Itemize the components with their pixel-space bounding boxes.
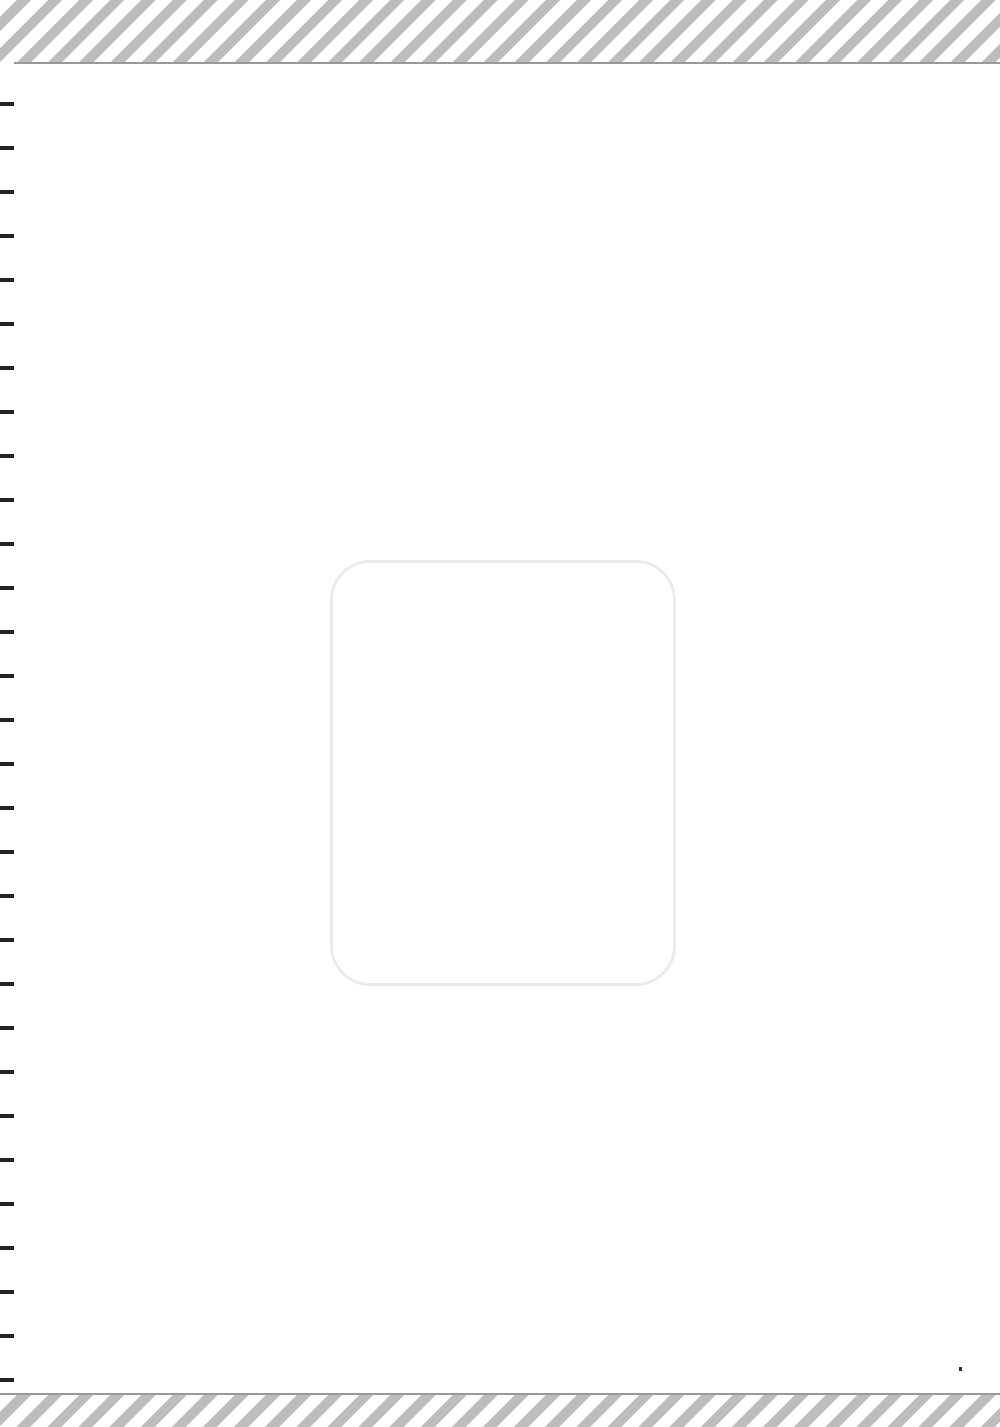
left-edge-marks	[0, 62, 14, 1393]
bottom-stripe-border	[0, 1393, 1000, 1427]
top-stripe-border	[0, 0, 1000, 64]
letters-page	[70, 70, 970, 1390]
footer-logo	[959, 1367, 984, 1371]
